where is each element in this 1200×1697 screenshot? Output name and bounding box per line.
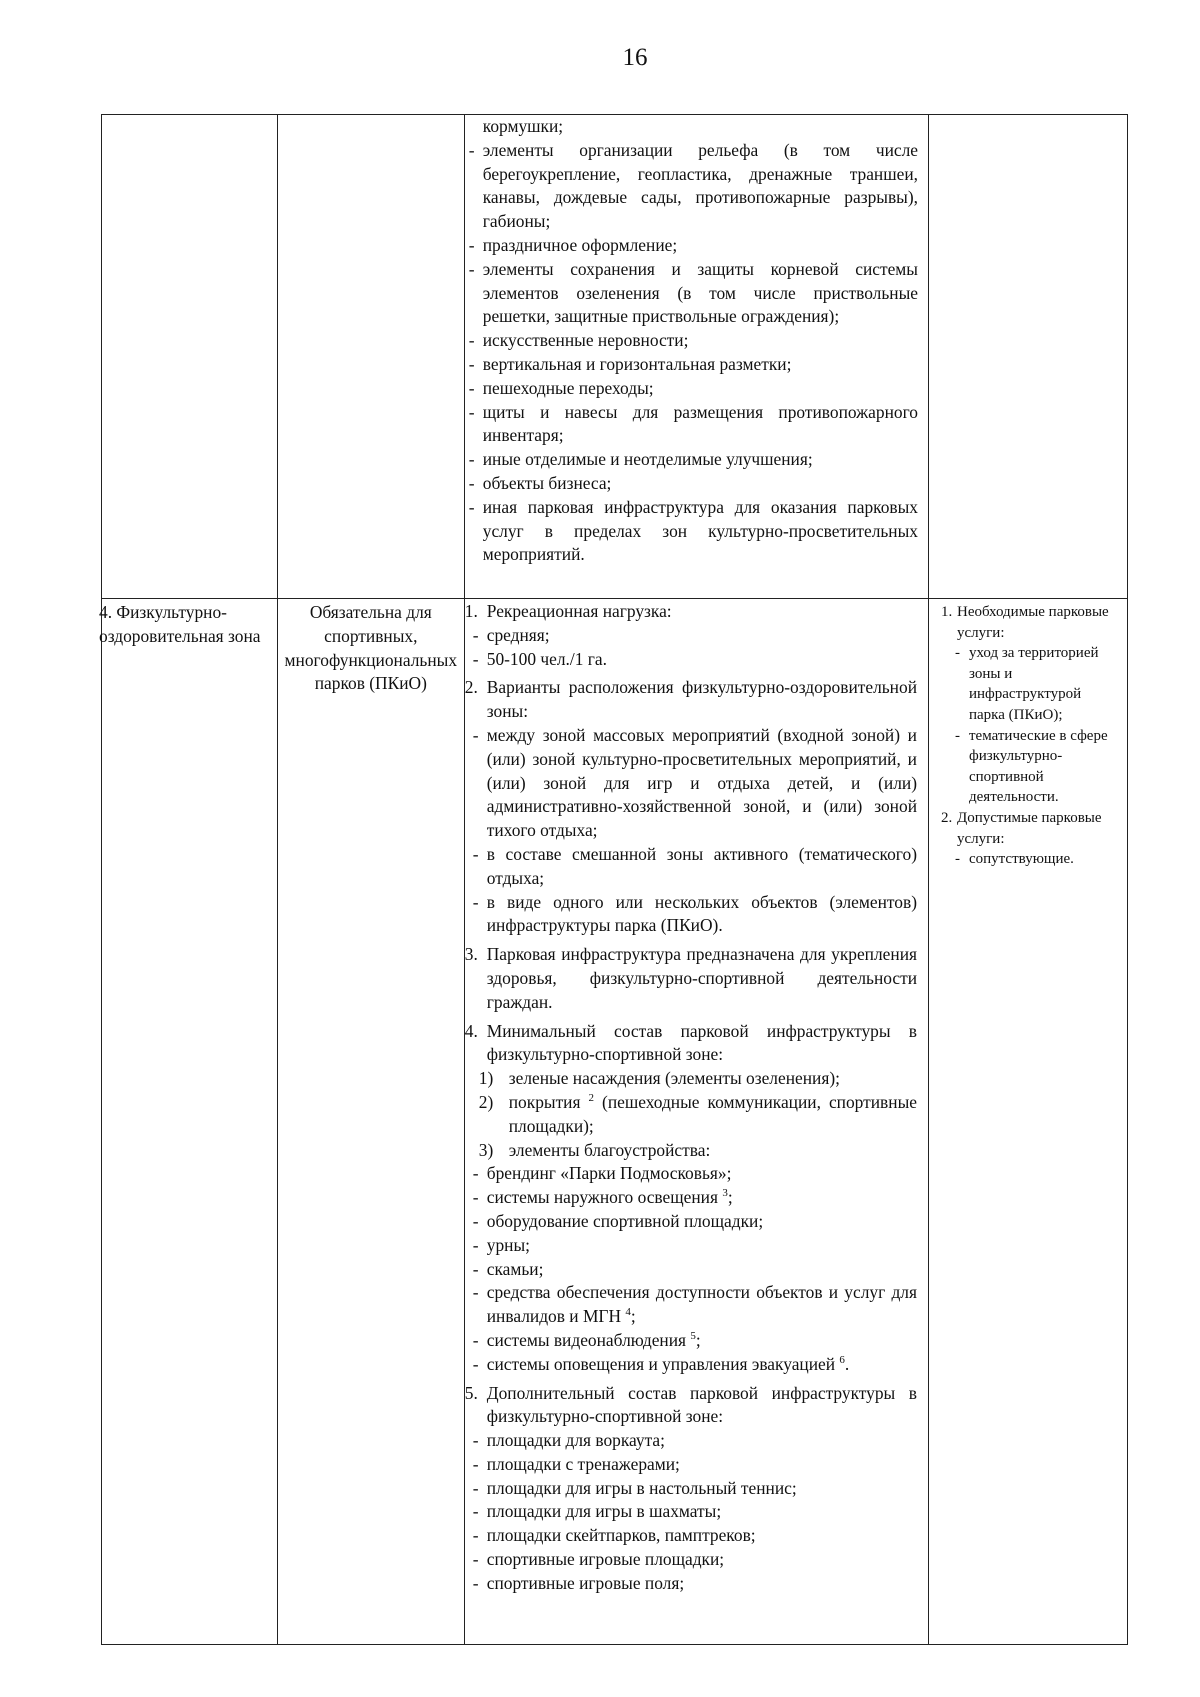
list-item: - объекты бизнеса; [468,472,612,493]
list-item: - праздничное оформление; [468,234,678,255]
list-item: - пешеходные переходы; [468,377,654,398]
table-row [102,599,1128,1645]
zone-name: 4. Физкультурно-оздоровительная зона [99,602,261,646]
list-item: - площадки для воркаута; [472,1430,665,1451]
list-item: - средняя; [472,624,550,645]
list-item: - искусственные неровности; [468,330,689,351]
section-heading: 5. Дополнительный состав парковой инфраструктуры в физкультурно-спортивной зоне: [464,1382,917,1427]
list-item: - иная парковая инфраструктура для оказания парковых услуг в пределах зон культурно-просветительных мероприятий. [468,496,918,565]
zone-services-cell [929,599,1128,1645]
list-item: - системы видеонаблюдения $^5$; [472,1329,701,1350]
list-item: - в виде одного или нескольких объектов (элементов) инфраструктуры парка (ПКиО). [472,891,917,936]
zone-name-cell [102,115,278,599]
list-item: 1) зеленые насаждения (элементы озеленения); [478,1068,840,1089]
list-item: - системы наружного освещения $^3$; [472,1187,733,1208]
list-item: - в составе смешанной зоны активного (тематического) отдыха; [472,843,917,888]
list-item: - спортивные игровые площадки; [472,1549,725,1570]
list-item-continuation: кормушки; [482,116,564,136]
list-item: - оборудование спортивной площадки; [472,1210,764,1231]
list-item: - иные отделимые и неотделимые улучшения; [468,449,813,470]
list-item: - вертикальная и горизонтальная разметки; [468,353,792,374]
section-heading: 4. Минимальный состав парковой инфраструктуры в физкультурно-спортивной зоне: [464,1020,917,1065]
zone-name-cell [99,599,278,1645]
section-heading: 1. Рекреационная нагрузка: [464,601,672,621]
zone-services-cell [929,115,1128,599]
zone-requirements-cell [464,115,928,599]
list-item: - спортивные игровые поля; [472,1572,685,1593]
list-item: - площадки скейтпарков, памптреков; [472,1525,756,1546]
list-item: - между зоной массовых мероприятий (входной зоной) и (или) зоной культурно-просветительных мероприятий, и (или) зоной для игр и отдыха детей, и (или) административно-хозяйственной зоной, и (или) зоной тихого отдыха; [472,724,917,841]
list-item: 3) элементы благоустройства: [478,1139,711,1160]
list-item: - элементы сохранения и защиты корневой системы элементов озеленения (в том числе приствольные решетки, защитные приствольные ограждения); [468,258,918,327]
list-item: - брендинг «Парки Подмосковья»; [472,1163,732,1184]
page-number: 16 [622,44,648,71]
list-item: - системы оповещения и управления эвакуацией $^6$. [472,1353,850,1374]
list-item: - площадки для игры в шахматы; [472,1501,722,1522]
document-table [101,114,1128,1645]
list-item: - уход за территорией зоны и инфраструктурой парка (ПКиО); [955,645,1099,723]
list-item: 2) покрытия $^2$ (пешеходные коммуникации, спортивные площадки); [478,1091,917,1136]
section-heading: 2. Допустимые парковые услуги: [941,809,1102,847]
list-item: - средства обеспечения доступности объектов и услуг для инвалидов и МГН $^4$; [472,1282,917,1327]
list-item: - сопутствующие. [955,851,1074,868]
section-heading: 3. Парковая инфраструктура предназначена для укрепления здоровья, физкультурно-спортивной деятельности граждан. [464,944,917,1012]
zone-applicability: Обязательна для спортивных, многофункциональных парков (ПКиО) [284,602,458,694]
list-item: - скамьи; [472,1258,544,1279]
list-item: - тематические в сфере физкультурно-спортивной деятельности. [955,727,1108,806]
section-heading: 1. Необходимые парковые услуги: [941,604,1109,641]
section-heading: 2. Варианты расположения физкультурно-оздоровительной зоны: [464,677,917,722]
zone-applicability-cell [277,115,464,599]
list-item: - 50-100 чел./1 га. [472,648,607,669]
zone-requirements-cell [464,599,928,1645]
zone-applicability-cell [277,599,464,1645]
list-item: - урны; [472,1234,530,1255]
list-item: - площадки для игры в настольный теннис; [472,1477,797,1498]
table-row [102,115,1128,599]
list-item: - элементы организации рельефа (в том числе берегоукрепление, геопластика, дренажные траншеи, канавы, дождевые сады, противопожарные разрывы), габионы; [468,139,918,232]
list-item: - площадки с тренажерами; [472,1453,680,1474]
list-item: - щиты и навесы для размещения противопожарного инвентаря; [468,401,918,446]
